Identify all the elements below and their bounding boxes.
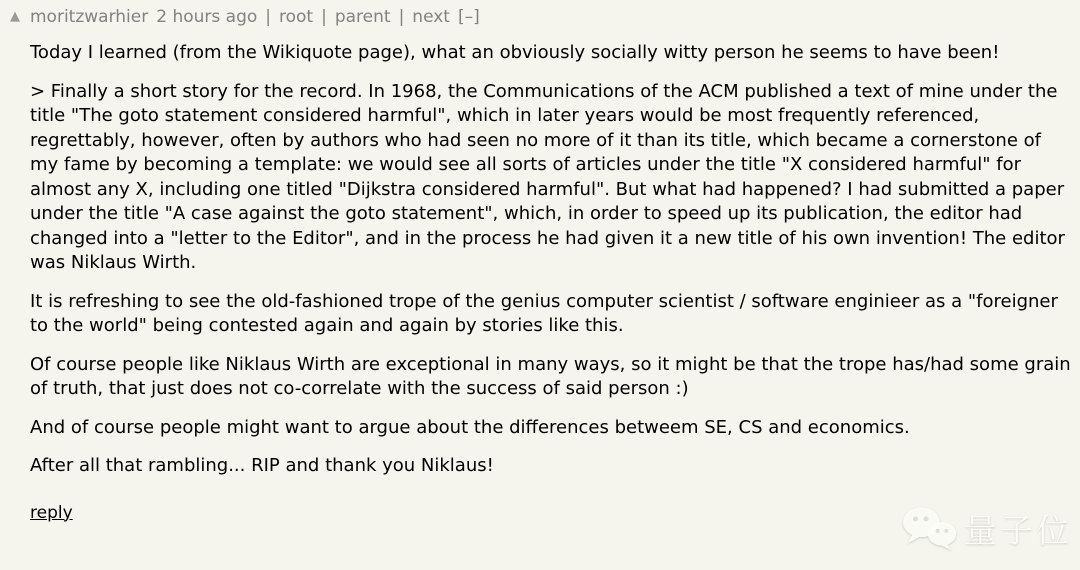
header-separator: | — [265, 7, 271, 27]
root-link[interactable]: root — [279, 7, 314, 27]
reply-row — [30, 503, 1072, 523]
comment-paragraph-quote: > Finally a short story for the record. In 1968, the Communications of the ACM published a text of mine under the title "The goto statement considered harmful", which in later years would be most frequently referenced, regrettably, however, often by authors who had seen no more of it than its title, which became a cornerstone of my fame by becoming a template: we would see all sorts of articles under the title "X considered harmful" for almost any X, including one titled "Dijkstra considered harmful". But what had happened? I had submitted a paper under the title "A case against the goto statement", which, in order to speed up its publication, the editor had changed into a "letter to the Editor", and in the process he had given it a new title of his own invention! The editor was Niklaus Wirth. — [30, 80, 1065, 273]
comment-body — [30, 41, 1072, 479]
comment-age-link[interactable]: 2 hours ago — [156, 7, 258, 27]
header-separator: | — [398, 7, 405, 27]
comment-paragraph: After all that rambling... RIP and thank you Niklaus! — [30, 455, 494, 476]
reply-link[interactable]: reply — [30, 502, 73, 523]
upvote-arrow-icon[interactable]: ▲ — [10, 9, 20, 24]
watermark-text: 量子位 — [964, 510, 1072, 550]
next-link[interactable]: next — [412, 7, 450, 27]
comment-header — [10, 7, 1072, 27]
comment-paragraph: Of course people like Niklaus Wirth are exceptional in many ways, so it might be that the trope has/had some grain of truth, that just does not co-correlate with the success of said person :) — [30, 353, 1071, 399]
comment-paragraph: Today I learned (from the Wikiquote page), what an obviously socially witty person he seems to have been! — [30, 42, 1000, 63]
parent-link[interactable]: parent — [334, 7, 391, 27]
username-link[interactable]: moritzwarhier — [30, 7, 149, 27]
comment-paragraph: It is refreshing to see the old-fashioned trope of the genius computer scientist / software enginieer as a "foreigner to the world" being contested again and again by stories like this. — [30, 290, 1058, 336]
comment-paragraph: And of course people might want to argue about the differences betweem SE, CS and economics. — [30, 416, 910, 438]
header-separator: | — [321, 7, 327, 27]
collapse-toggle[interactable]: [–] — [457, 7, 480, 27]
